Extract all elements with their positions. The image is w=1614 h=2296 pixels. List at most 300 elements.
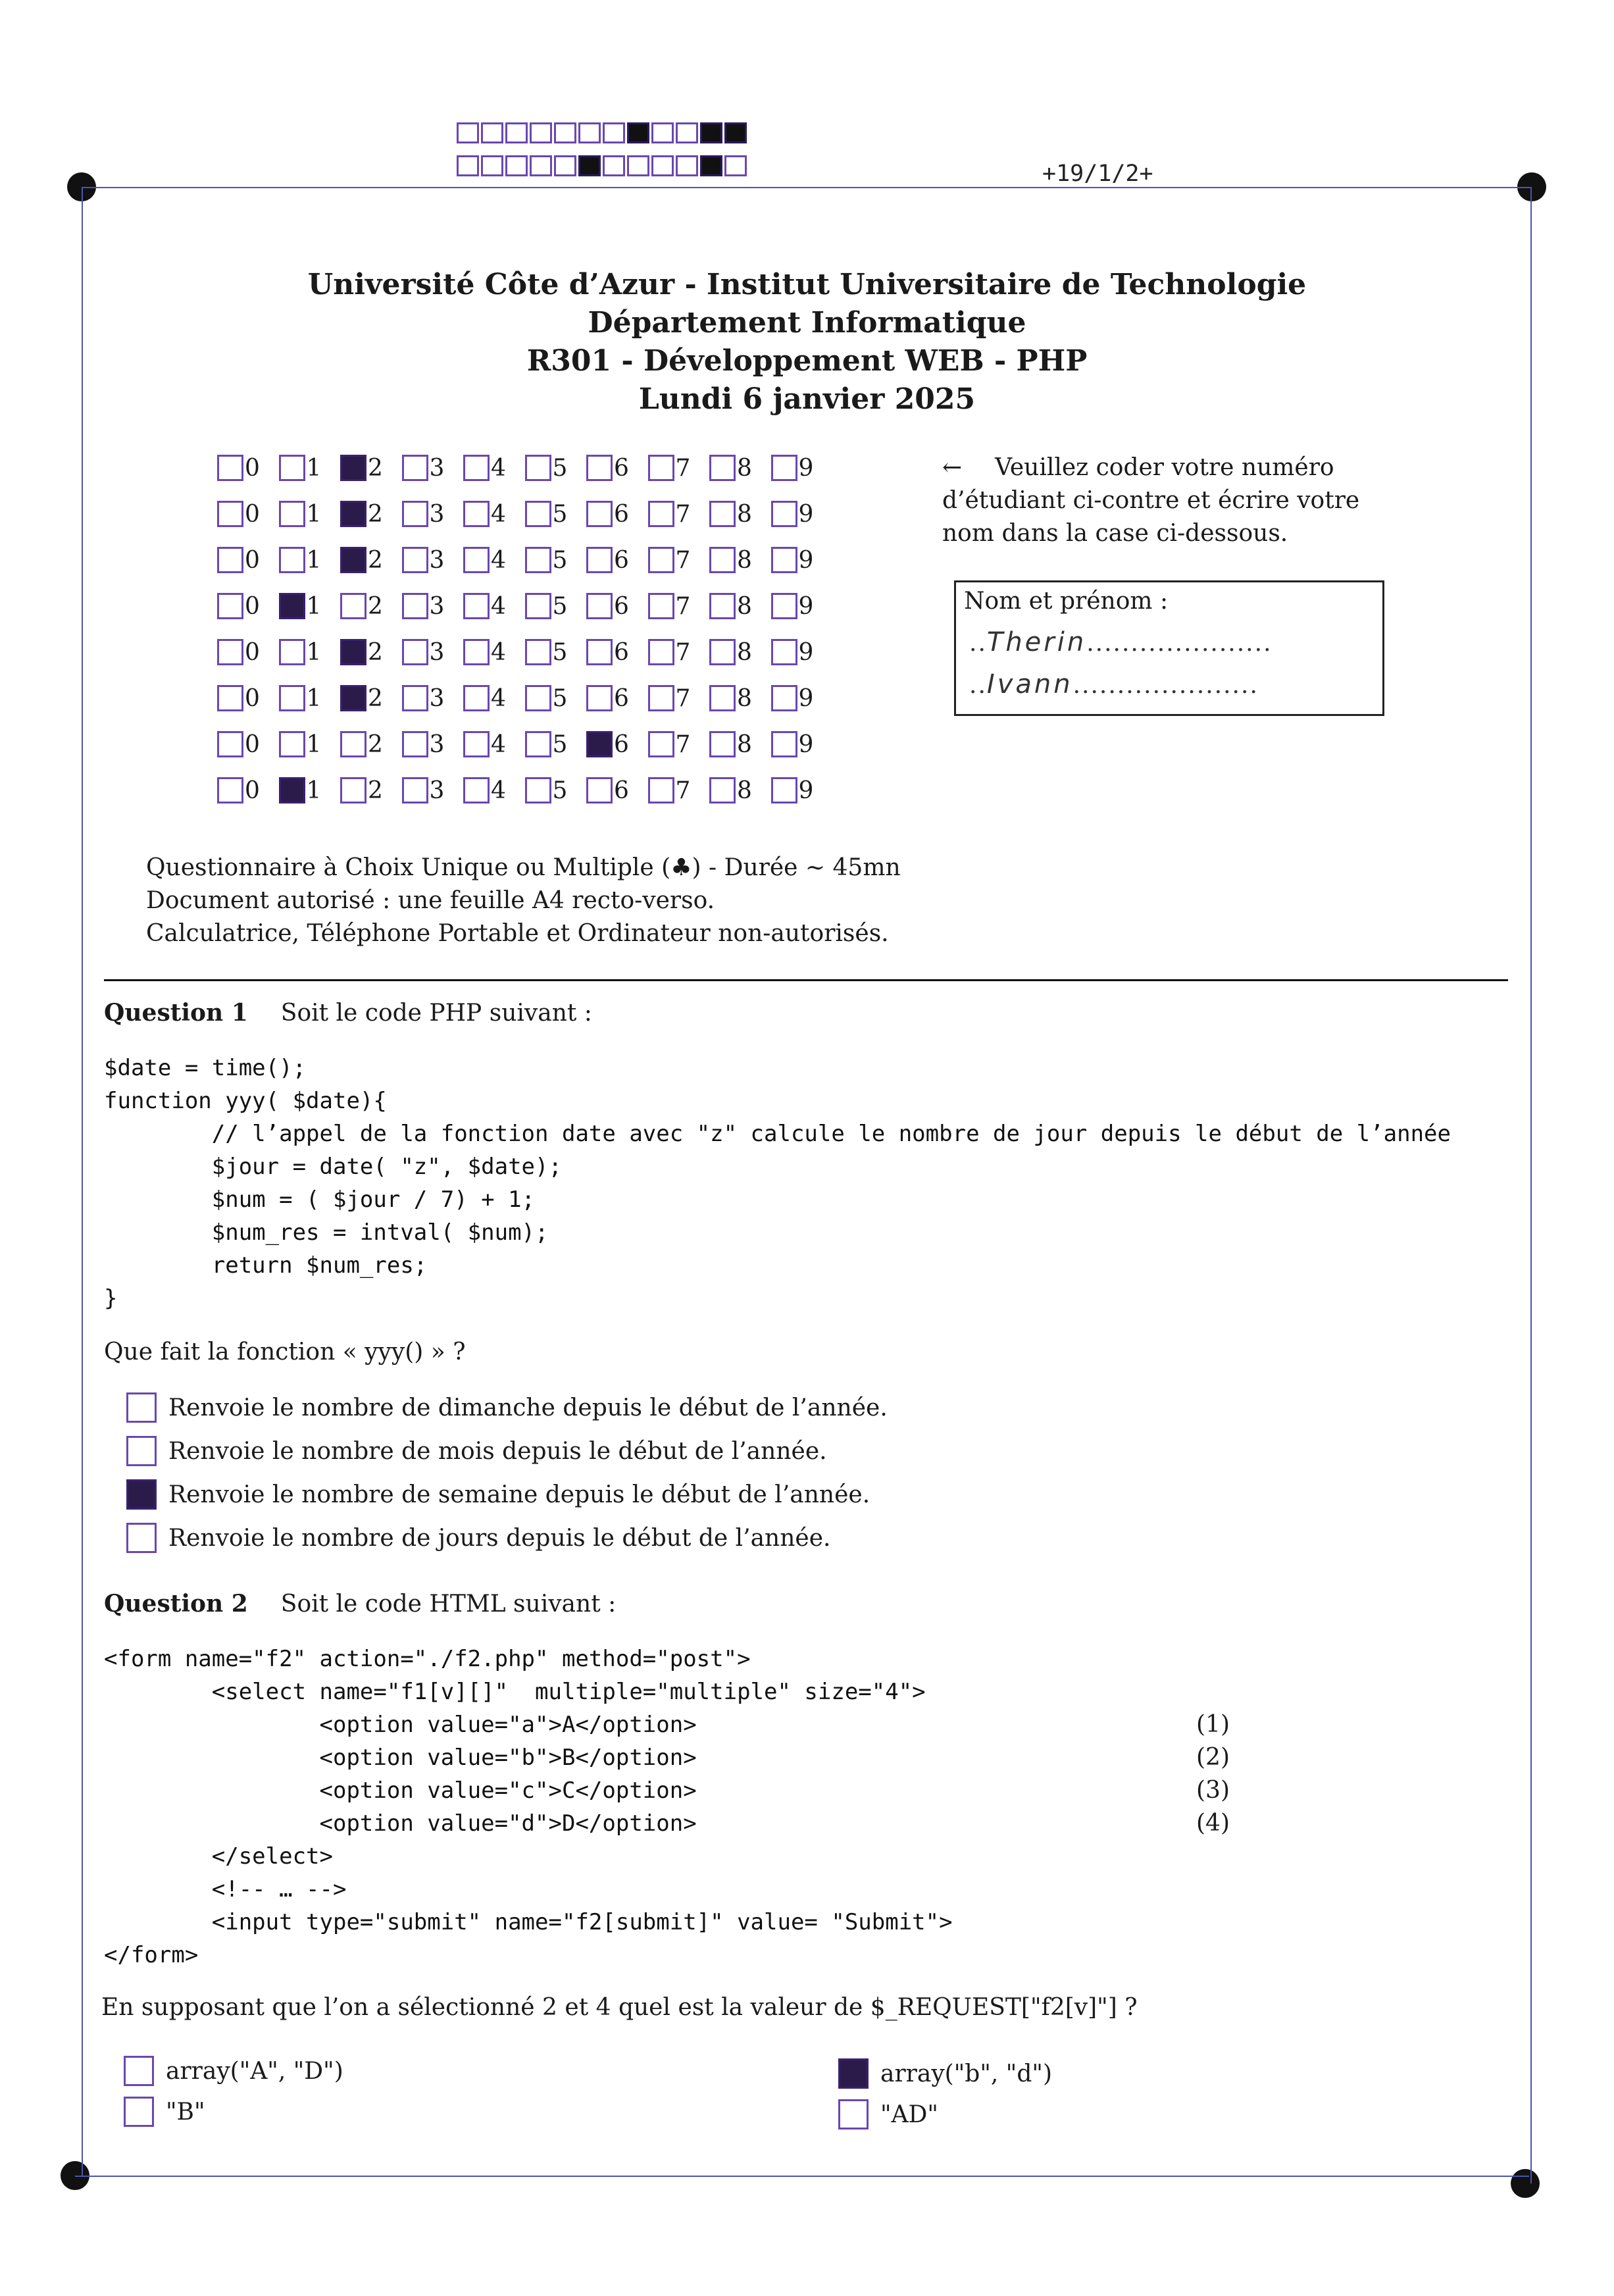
question-2-prompt: En supposant que l’on a sélectionné 2 et 4 quel est la valeur de $_REQUEST["f2[v]"] ? (101, 1994, 1138, 2021)
digit-label: 1 (306, 500, 322, 528)
digit-checkbox[interactable] (463, 455, 490, 481)
digit-checkbox[interactable] (648, 593, 674, 619)
digit-option[interactable] (340, 639, 402, 666)
digit-option[interactable] (709, 731, 771, 758)
barcode-cell (530, 122, 552, 143)
digit-label: 3 (429, 684, 445, 712)
digit-option[interactable] (771, 731, 833, 758)
digit-option[interactable] (771, 455, 833, 482)
digit-checkbox[interactable] (217, 547, 243, 573)
q1-answer-option[interactable] (126, 1523, 830, 1553)
digit-label: 5 (552, 777, 568, 804)
digit-option[interactable] (648, 501, 710, 528)
q1-answer-option[interactable] (126, 1392, 888, 1423)
barcode-cell (603, 122, 625, 143)
digit-option[interactable] (771, 777, 833, 804)
digit-checkbox[interactable] (771, 731, 797, 757)
digit-checkbox[interactable] (525, 777, 551, 804)
digit-checkbox[interactable] (279, 777, 305, 804)
digit-checkbox[interactable] (771, 685, 797, 711)
digit-label: 3 (429, 454, 445, 482)
digit-option[interactable] (648, 685, 710, 712)
digit-checkbox[interactable] (648, 777, 674, 804)
digit-option[interactable] (771, 639, 833, 666)
digit-checkbox[interactable] (402, 685, 428, 711)
header-university: Université Côte d’Azur - Institut Universitaire de Technologie (307, 268, 1307, 301)
digit-checkbox[interactable] (217, 593, 243, 619)
digit-option[interactable] (648, 731, 710, 758)
student-number-row (217, 767, 832, 813)
barcode-cell (724, 122, 747, 143)
digit-checkbox[interactable] (709, 547, 736, 573)
name-line-2: ..Ivann..................... (969, 669, 1259, 700)
answer-checkbox[interactable] (838, 2058, 869, 2089)
header-date: Lundi 6 janvier 2025 (638, 382, 976, 416)
digit-checkbox[interactable] (709, 731, 736, 757)
digit-option[interactable] (279, 731, 341, 758)
digit-option[interactable] (648, 777, 710, 804)
digit-option[interactable] (217, 777, 279, 804)
barcode-cell (578, 155, 601, 176)
frame-right (1530, 187, 1532, 2183)
question-2-code: <form name="f2" action="./f2.php" method="post"> <select name="f1[v][]" multiple="multiple" size="4"> <option value="a">A</option> <option value="b">B</option> <option value="c">C</option> <option value="d">D</option> </select> <!-- … --> <input type="submit" name="f2[submit]" value= "Submit"> </form> (104, 1646, 953, 1968)
digit-label: 7 (675, 500, 691, 528)
digit-label: 9 (798, 546, 814, 574)
digit-checkbox[interactable] (709, 777, 736, 804)
digit-option[interactable] (279, 593, 341, 620)
digit-option[interactable] (463, 639, 525, 666)
digit-option[interactable] (340, 593, 402, 620)
code-line-number: (4) (1196, 1810, 1230, 1837)
digit-option[interactable] (525, 731, 587, 758)
digit-checkbox[interactable] (279, 593, 305, 619)
digit-checkbox[interactable] (340, 777, 366, 804)
answer-checkbox[interactable] (838, 2099, 869, 2130)
digit-option[interactable] (586, 731, 648, 758)
digit-option[interactable] (217, 547, 279, 574)
student-number-row (217, 629, 832, 675)
digit-checkbox[interactable] (279, 685, 305, 711)
digit-checkbox[interactable] (402, 501, 428, 527)
frame-top (82, 187, 1532, 188)
digit-option[interactable] (217, 501, 279, 528)
answer-text: array("A", "D") (166, 2057, 343, 2085)
digit-label: 5 (552, 730, 568, 758)
digit-option[interactable] (217, 455, 279, 482)
digit-checkbox[interactable] (648, 731, 674, 757)
barcode-cell (651, 155, 674, 176)
digit-option[interactable] (340, 685, 402, 712)
digit-checkbox[interactable] (463, 593, 490, 619)
digit-checkbox[interactable] (586, 547, 613, 573)
digit-checkbox[interactable] (463, 685, 490, 711)
digit-label: 8 (737, 454, 752, 482)
digit-option[interactable] (402, 777, 464, 804)
digit-checkbox[interactable] (217, 639, 243, 665)
name-line-1: ..Therin..................... (969, 627, 1273, 657)
q1-answer-option[interactable] (126, 1436, 827, 1466)
digit-label: 9 (798, 777, 814, 804)
digit-checkbox[interactable] (279, 501, 305, 527)
digit-label: 7 (675, 777, 691, 804)
digit-label: 2 (368, 592, 383, 620)
digit-checkbox[interactable] (648, 501, 674, 527)
name-box[interactable] (954, 580, 1384, 716)
digit-checkbox[interactable] (340, 501, 366, 527)
digit-option[interactable] (771, 547, 833, 574)
digit-option[interactable] (402, 501, 464, 528)
digit-label: 0 (245, 638, 260, 666)
digit-checkbox[interactable] (525, 501, 551, 527)
digit-checkbox[interactable] (402, 593, 428, 619)
answer-text: Renvoie le nombre de mois depuis le début de l’année. (168, 1437, 827, 1465)
digit-option[interactable] (402, 593, 464, 620)
digit-label: 5 (552, 592, 568, 620)
digit-checkbox[interactable] (586, 639, 613, 665)
question-2-intro: Soit le code HTML suivant : (280, 1591, 617, 1618)
q2-answer-option[interactable] (838, 2099, 938, 2130)
digit-label: 6 (614, 454, 629, 482)
digit-option[interactable] (586, 547, 648, 574)
answer-text: Renvoie le nombre de jours depuis le début de l’année. (168, 1524, 831, 1552)
frame-bottom (75, 2176, 1529, 2177)
digit-checkbox[interactable] (279, 731, 305, 757)
barcode-cell (554, 122, 576, 143)
digit-checkbox[interactable] (340, 685, 366, 711)
barcode-cell (700, 155, 722, 176)
digit-checkbox[interactable] (771, 547, 797, 573)
digit-checkbox[interactable] (586, 593, 613, 619)
answer-checkbox[interactable] (126, 1479, 157, 1510)
digit-checkbox[interactable] (648, 547, 674, 573)
barcode-cell (457, 122, 479, 143)
student-number-row (217, 537, 832, 583)
digit-checkbox[interactable] (709, 685, 736, 711)
digit-label: 6 (614, 684, 629, 712)
question-1-code: $date = time(); function yyy( $date){ // l’appel de la fonction date avec "z" calcule le nombre de jour depuis le début de l’année $jour = date( "z", $date); $num = ( $jour / 7) + 1; $num_res = intval( $num); return $num_res; } (104, 1055, 1451, 1312)
digit-checkbox[interactable] (709, 593, 736, 619)
digit-label: 5 (552, 546, 568, 574)
digit-option[interactable] (709, 593, 771, 620)
digit-option[interactable] (586, 593, 648, 620)
digit-option[interactable] (463, 731, 525, 758)
digit-label: 8 (737, 500, 752, 528)
answer-text: "AD" (880, 2101, 938, 2128)
digit-label: 0 (245, 592, 260, 620)
digit-option[interactable] (279, 501, 341, 528)
digit-option[interactable] (586, 685, 648, 712)
q2-answer-option[interactable] (124, 2056, 343, 2086)
digit-checkbox[interactable] (340, 547, 366, 573)
question-1-intro: Soit le code PHP suivant : (280, 1000, 592, 1027)
digit-checkbox[interactable] (340, 455, 366, 481)
digit-option[interactable] (402, 639, 464, 666)
digit-label: 4 (491, 638, 506, 666)
intro-line-3: Calculatrice, Téléphone Portable et Ordinateur non-autorisés. (146, 920, 889, 947)
digit-checkbox[interactable] (340, 639, 366, 665)
digit-label: 6 (614, 730, 629, 758)
digit-option[interactable] (402, 731, 464, 758)
digit-checkbox[interactable] (709, 639, 736, 665)
digit-option[interactable] (217, 685, 279, 712)
digit-checkbox[interactable] (771, 593, 797, 619)
digit-checkbox[interactable] (771, 455, 797, 481)
page-id: +19/1/2+ (1042, 161, 1153, 187)
barcode-cell (676, 155, 698, 176)
digit-label: 7 (675, 454, 691, 482)
digit-label: 0 (245, 777, 260, 804)
digit-option[interactable] (463, 455, 525, 482)
digit-checkbox[interactable] (648, 455, 674, 481)
digit-option[interactable] (525, 501, 587, 528)
digit-label: 1 (306, 684, 322, 712)
digit-label: 0 (245, 546, 260, 574)
digit-option[interactable] (340, 731, 402, 758)
digit-label: 3 (429, 592, 445, 620)
digit-option[interactable] (463, 593, 525, 620)
digit-option[interactable] (709, 547, 771, 574)
digit-label: 0 (245, 454, 260, 482)
digit-checkbox[interactable] (525, 593, 551, 619)
digit-label: 4 (491, 592, 506, 620)
digit-checkbox[interactable] (402, 731, 428, 757)
digit-checkbox[interactable] (217, 455, 243, 481)
answer-checkbox[interactable] (126, 1392, 157, 1423)
answer-checkbox[interactable] (124, 2097, 154, 2127)
answer-checkbox[interactable] (124, 2056, 154, 2086)
digit-checkbox[interactable] (463, 547, 490, 573)
barcode-cell (603, 155, 625, 176)
digit-label: 6 (614, 777, 629, 804)
digit-checkbox[interactable] (217, 777, 243, 804)
answer-checkbox[interactable] (126, 1523, 157, 1553)
digit-label: 2 (368, 454, 383, 482)
digit-label: 7 (675, 730, 691, 758)
digit-checkbox[interactable] (586, 685, 613, 711)
digit-checkbox[interactable] (402, 639, 428, 665)
digit-option[interactable] (525, 455, 587, 482)
digit-option[interactable] (648, 455, 710, 482)
digit-checkbox[interactable] (463, 501, 490, 527)
question-2-title (104, 1590, 616, 1618)
digit-option[interactable] (279, 777, 341, 804)
digit-option[interactable] (709, 639, 771, 666)
barcode-cell (627, 155, 649, 176)
digit-checkbox[interactable] (586, 731, 613, 757)
digit-label: 3 (429, 546, 445, 574)
digit-option[interactable] (402, 547, 464, 574)
digit-checkbox[interactable] (709, 501, 736, 527)
digit-label: 6 (614, 592, 629, 620)
instructions-text: Veuillez coder votre numéro d’étudiant ci-contre et écrire votre nom dans la case ci-dessous. (942, 454, 1360, 547)
digit-option[interactable] (402, 455, 464, 482)
digit-checkbox[interactable] (340, 593, 366, 619)
digit-option[interactable] (771, 501, 833, 528)
digit-option[interactable] (279, 547, 341, 574)
barcode-cell (724, 155, 747, 176)
handwritten-surname: Therin (986, 627, 1087, 657)
barcode-cell (481, 122, 503, 143)
digit-checkbox[interactable] (648, 639, 674, 665)
digit-label: 4 (491, 684, 506, 712)
answer-checkbox[interactable] (126, 1436, 157, 1466)
digit-label: 2 (368, 500, 383, 528)
digit-checkbox[interactable] (586, 501, 613, 527)
digit-option[interactable] (217, 639, 279, 666)
handwritten-firstname: Ivann (986, 669, 1073, 700)
digit-option[interactable] (525, 547, 587, 574)
digit-checkbox[interactable] (771, 501, 797, 527)
student-number-row (217, 675, 832, 721)
digit-option[interactable] (586, 777, 648, 804)
digit-option[interactable] (463, 685, 525, 712)
digit-option[interactable] (709, 685, 771, 712)
digit-option[interactable] (279, 455, 341, 482)
intro-line-2: Document autorisé : une feuille A4 recto-verso. (146, 887, 715, 914)
digit-label: 3 (429, 500, 445, 528)
digit-option[interactable] (279, 639, 341, 666)
digit-checkbox[interactable] (648, 685, 674, 711)
digit-label: 5 (552, 500, 568, 528)
digit-option[interactable] (709, 455, 771, 482)
digit-checkbox[interactable] (525, 639, 551, 665)
q1-answer-option[interactable] (126, 1479, 870, 1510)
digit-option[interactable] (463, 547, 525, 574)
digit-checkbox[interactable] (463, 777, 490, 804)
digit-label: 2 (368, 546, 383, 574)
digit-checkbox[interactable] (525, 731, 551, 757)
barcode-cell (457, 155, 479, 176)
name-box-label: Nom et prénom : (964, 588, 1169, 615)
digit-option[interactable] (340, 777, 402, 804)
digit-label: 1 (306, 730, 322, 758)
digit-checkbox[interactable] (586, 455, 613, 481)
digit-option[interactable] (771, 685, 833, 712)
digit-option[interactable] (279, 685, 341, 712)
barcode-cell (530, 155, 552, 176)
digit-checkbox[interactable] (525, 685, 551, 711)
digit-label: 7 (675, 592, 691, 620)
barcode-cell (578, 122, 601, 143)
digit-checkbox[interactable] (463, 731, 490, 757)
digit-label: 4 (491, 730, 506, 758)
digit-option[interactable] (586, 501, 648, 528)
digit-option[interactable] (217, 593, 279, 620)
digit-checkbox[interactable] (217, 685, 243, 711)
digit-checkbox[interactable] (340, 731, 366, 757)
digit-checkbox[interactable] (586, 777, 613, 804)
digit-option[interactable] (771, 593, 833, 620)
barcode-row-1 (457, 122, 749, 146)
digit-label: 8 (737, 638, 752, 666)
digit-option[interactable] (340, 547, 402, 574)
digit-checkbox[interactable] (402, 455, 428, 481)
digit-checkbox[interactable] (463, 639, 490, 665)
digit-label: 4 (491, 500, 506, 528)
digit-label: 9 (798, 500, 814, 528)
answer-text: Renvoie le nombre de dimanche depuis le début de l’année. (168, 1394, 888, 1421)
code-line-number: (1) (1196, 1711, 1230, 1738)
student-number-grid (217, 445, 832, 813)
digit-option[interactable] (525, 777, 587, 804)
digit-checkbox[interactable] (709, 455, 736, 481)
digit-checkbox[interactable] (771, 639, 797, 665)
digit-label: 9 (798, 454, 814, 482)
digit-option[interactable] (217, 731, 279, 758)
digit-option[interactable] (525, 639, 587, 666)
digit-label: 8 (737, 730, 752, 758)
digit-label: 1 (306, 454, 322, 482)
digit-checkbox[interactable] (402, 777, 428, 804)
digit-label: 0 (245, 684, 260, 712)
digit-checkbox[interactable] (279, 455, 305, 481)
digit-checkbox[interactable] (217, 731, 243, 757)
digit-option[interactable] (586, 639, 648, 666)
digit-option[interactable] (648, 593, 710, 620)
digit-checkbox[interactable] (525, 455, 551, 481)
digit-checkbox[interactable] (217, 501, 243, 527)
digit-label: 3 (429, 777, 445, 804)
digit-label: 8 (737, 684, 752, 712)
digit-checkbox[interactable] (279, 547, 305, 573)
digit-option[interactable] (709, 501, 771, 528)
digit-label: 0 (245, 730, 260, 758)
digit-option[interactable] (525, 685, 587, 712)
digit-option[interactable] (340, 501, 402, 528)
digit-checkbox[interactable] (771, 777, 797, 804)
digit-option[interactable] (648, 639, 710, 666)
digit-label: 4 (491, 546, 506, 574)
barcode-cell (700, 122, 722, 143)
digit-checkbox[interactable] (279, 639, 305, 665)
left-arrow-icon: ← (942, 454, 963, 481)
digit-option[interactable] (402, 685, 464, 712)
exam-header (0, 266, 1614, 419)
digit-option[interactable] (463, 777, 525, 804)
barcode-row-2 (457, 155, 749, 179)
digit-option[interactable] (463, 501, 525, 528)
digit-option[interactable] (340, 455, 402, 482)
code-line-numbers (1196, 1708, 1230, 1840)
barcode-cell (676, 122, 698, 143)
digit-option[interactable] (525, 593, 587, 620)
digit-label: 9 (798, 638, 814, 666)
code-line-number: (3) (1196, 1777, 1230, 1804)
digit-checkbox[interactable] (402, 547, 428, 573)
digit-label: 4 (491, 777, 506, 804)
digit-label: 9 (798, 684, 814, 712)
digit-label: 1 (306, 638, 322, 666)
digit-option[interactable] (709, 777, 771, 804)
question-2-label: Question 2 (104, 1590, 248, 1618)
header-department: Département Informatique (588, 306, 1026, 340)
digit-label: 7 (675, 546, 691, 574)
digit-label: 3 (429, 638, 445, 666)
digit-label: 9 (798, 592, 814, 620)
barcode-cell (627, 122, 649, 143)
digit-option[interactable] (648, 547, 710, 574)
digit-option[interactable] (586, 455, 648, 482)
separator-line (104, 979, 1508, 981)
barcode-cell (481, 155, 503, 176)
q2-answer-option[interactable] (838, 2058, 1052, 2089)
q2-answer-option[interactable] (124, 2097, 205, 2127)
digit-checkbox[interactable] (525, 547, 551, 573)
answer-text: Renvoie le nombre de semaine depuis le début de l’année. (168, 1481, 870, 1508)
student-number-row (217, 721, 832, 767)
digit-label: 9 (798, 730, 814, 758)
digit-label: 2 (368, 638, 383, 666)
